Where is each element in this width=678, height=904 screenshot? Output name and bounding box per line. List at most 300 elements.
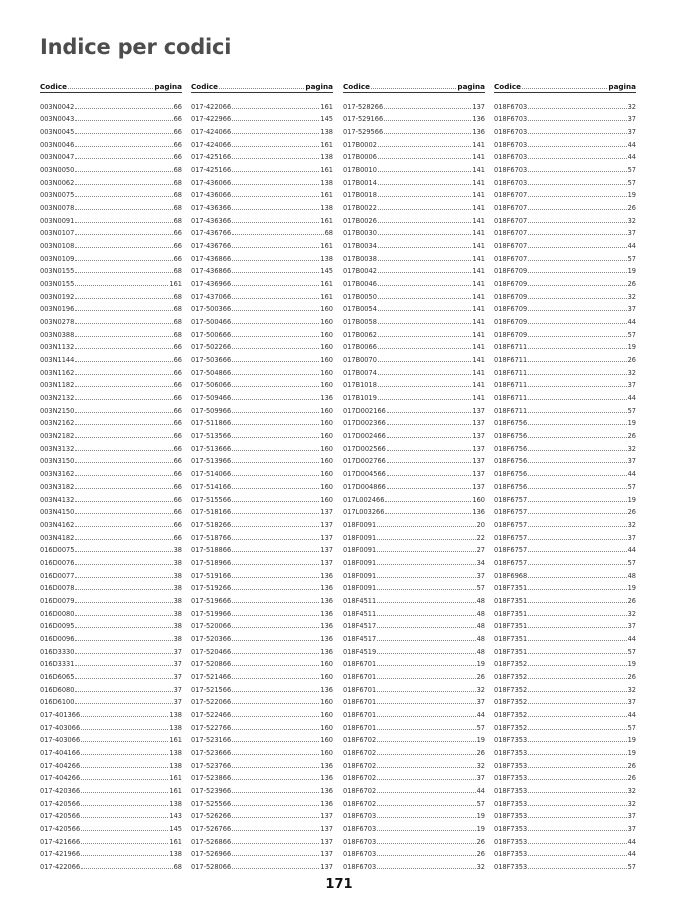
dot-leader — [232, 539, 319, 540]
dot-leader — [232, 234, 323, 235]
entry-code: 017-436366 — [191, 216, 232, 225]
index-entry — [191, 111, 333, 124]
entry-page: 136 — [320, 799, 333, 808]
dot-leader — [75, 627, 172, 628]
index-entry — [40, 212, 182, 225]
entry-page: 160 — [320, 736, 333, 745]
entry-code: 018F7352 — [494, 660, 528, 669]
entry-page: 161 — [169, 280, 182, 289]
entry-page: 66 — [173, 381, 182, 390]
dot-leader — [75, 450, 172, 451]
index-column — [191, 79, 333, 871]
dot-leader — [528, 298, 626, 299]
index-entry — [40, 732, 182, 745]
entry-page: 136 — [472, 115, 485, 124]
entry-page: 160 — [320, 710, 333, 719]
entry-page: 68 — [173, 191, 182, 200]
entry-code: 018F6707 — [494, 204, 528, 213]
entry-code: 018F6703 — [343, 824, 377, 833]
entry-code: 017B0046 — [343, 280, 377, 289]
header-page-label: pagina — [608, 82, 636, 91]
entry-page: 136 — [320, 761, 333, 770]
entry-page: 66 — [173, 115, 182, 124]
entry-page: 57 — [627, 178, 636, 187]
entry-code: 003N2182 — [40, 432, 75, 441]
index-entry — [40, 706, 182, 719]
dot-leader — [232, 196, 319, 197]
entry-page: 68 — [173, 862, 182, 871]
index-entry — [191, 275, 333, 288]
index-entry — [494, 389, 636, 402]
dot-leader — [528, 361, 626, 362]
entry-code: 017B0058 — [343, 318, 377, 327]
dot-leader — [528, 399, 626, 400]
entry-page: 136 — [320, 622, 333, 631]
entry-page: 141 — [472, 394, 485, 403]
entry-code: 018F7353 — [494, 761, 528, 770]
dot-leader — [75, 602, 172, 603]
entry-code: 003N0042 — [40, 102, 75, 111]
page-title: Indice per codici — [40, 35, 232, 59]
entry-page: 160 — [320, 406, 333, 415]
header-page-label: pagina — [457, 82, 485, 91]
entry-code: 018F6702 — [343, 736, 377, 745]
dot-leader — [75, 551, 172, 552]
entry-code: 017B0026 — [343, 216, 377, 225]
entry-code: 017-523666 — [191, 748, 232, 757]
entry-code: 017-425166 — [191, 166, 232, 175]
entry-page: 66 — [173, 457, 182, 466]
dot-leader — [377, 602, 475, 603]
index-entry — [40, 630, 182, 643]
index-entry — [343, 643, 485, 656]
index-entry — [40, 757, 182, 770]
entry-code: 016D3330 — [40, 647, 75, 656]
entry-page: 141 — [472, 216, 485, 225]
entry-code: 018F7351 — [494, 609, 528, 618]
dot-leader — [371, 88, 456, 89]
dot-leader — [378, 386, 472, 387]
dot-leader — [81, 817, 168, 818]
dot-leader — [377, 767, 475, 768]
entry-code: 017B0034 — [343, 242, 377, 251]
index-entry — [494, 301, 636, 314]
index-entry — [191, 592, 333, 605]
dot-leader — [528, 843, 626, 844]
entry-code: 018F6702 — [343, 748, 377, 757]
dot-leader — [528, 412, 626, 413]
dot-leader — [528, 310, 626, 311]
entry-page: 26 — [627, 508, 636, 517]
entry-page: 38 — [173, 634, 182, 643]
index-entry — [40, 605, 182, 618]
index-entry — [494, 225, 636, 238]
entry-code: 017-404266 — [40, 761, 81, 770]
entry-page: 66 — [173, 520, 182, 529]
index-entry — [40, 618, 182, 631]
dot-leader — [528, 627, 626, 628]
dot-leader — [68, 88, 153, 89]
dot-leader — [528, 703, 626, 704]
entry-code: 003N3162 — [40, 470, 75, 479]
dot-leader — [528, 133, 626, 134]
index-entry — [40, 288, 182, 301]
index-entry — [191, 719, 333, 732]
column-header — [343, 79, 485, 93]
index-entry — [494, 605, 636, 618]
dot-leader — [232, 501, 319, 502]
index-entry — [191, 681, 333, 694]
index-entry — [40, 580, 182, 593]
entry-code: 003N0075 — [40, 191, 75, 200]
index-entry — [343, 161, 485, 174]
index-entry — [343, 427, 485, 440]
entry-page: 37 — [627, 622, 636, 631]
entry-code: 017-421966 — [40, 850, 81, 859]
entry-code: 003N3132 — [40, 444, 75, 453]
index-entry — [343, 694, 485, 707]
dot-leader — [377, 716, 475, 717]
entry-code: 018F0091 — [343, 533, 377, 542]
entry-code: 018F6757 — [494, 495, 528, 504]
index-entry — [40, 98, 182, 111]
entry-page: 161 — [169, 774, 182, 783]
entry-page: 44 — [627, 394, 636, 403]
dot-leader — [232, 336, 319, 337]
entry-page: 66 — [173, 140, 182, 149]
index-entry — [343, 630, 485, 643]
entry-code: 017-525566 — [191, 799, 232, 808]
index-entry — [40, 808, 182, 821]
entry-code: 017-502266 — [191, 343, 232, 352]
dot-leader — [232, 602, 319, 603]
index-entry — [494, 694, 636, 707]
entry-page: 32 — [627, 685, 636, 694]
dot-leader — [81, 754, 168, 755]
entry-code: 018F4519 — [343, 647, 377, 656]
entry-code: 003N0155 — [40, 280, 75, 289]
index-entry — [191, 465, 333, 478]
entry-code: 017D004866 — [343, 482, 386, 491]
index-entry — [40, 453, 182, 466]
entry-code: 017-528266 — [343, 102, 384, 111]
entry-code: 016D6100 — [40, 698, 75, 707]
entry-page: 141 — [472, 191, 485, 200]
entry-page: 137 — [320, 812, 333, 821]
dot-leader — [378, 146, 472, 147]
index-entry — [191, 415, 333, 428]
entry-code: 018F6703 — [343, 837, 377, 846]
dot-leader — [75, 234, 172, 235]
dot-leader — [385, 513, 471, 514]
dot-leader — [528, 855, 626, 856]
dot-leader — [232, 817, 319, 818]
entry-page: 137 — [320, 824, 333, 833]
dot-leader — [232, 272, 319, 273]
dot-leader — [378, 399, 472, 400]
entry-code: 018F0091 — [343, 546, 377, 555]
entry-page: 44 — [627, 546, 636, 555]
dot-leader — [528, 285, 626, 286]
entry-page: 136 — [320, 634, 333, 643]
dot-leader — [377, 868, 475, 869]
index-entry — [494, 199, 636, 212]
entry-page: 141 — [472, 330, 485, 339]
entry-page: 66 — [173, 153, 182, 162]
index-entry — [494, 98, 636, 111]
index-entry — [494, 782, 636, 795]
dot-leader — [377, 703, 475, 704]
entry-page: 26 — [627, 672, 636, 681]
index-entry — [343, 187, 485, 200]
index-entry — [40, 529, 182, 542]
dot-leader — [232, 120, 319, 121]
dot-leader — [528, 260, 626, 261]
entry-code: 003N0047 — [40, 153, 75, 162]
index-entry — [191, 516, 333, 529]
entry-page: 48 — [476, 647, 485, 656]
entry-page: 160 — [320, 672, 333, 681]
index-entry — [494, 187, 636, 200]
entry-code: 003N0078 — [40, 204, 75, 213]
index-entry — [40, 567, 182, 580]
index-entry — [191, 440, 333, 453]
dot-leader — [522, 88, 607, 89]
entry-page: 145 — [169, 824, 182, 833]
dot-leader — [378, 348, 472, 349]
index-entry — [40, 199, 182, 212]
dot-leader — [378, 285, 472, 286]
index-entry — [40, 795, 182, 808]
dot-leader — [377, 754, 475, 755]
entry-code: 017-425166 — [191, 153, 232, 162]
entry-code: 017-513566 — [191, 432, 232, 441]
dot-leader — [232, 462, 319, 463]
index-entry — [191, 757, 333, 770]
dot-leader — [387, 475, 472, 476]
dot-leader — [75, 412, 172, 413]
index-entry — [494, 770, 636, 783]
entry-page: 26 — [476, 850, 485, 859]
entry-page: 48 — [476, 596, 485, 605]
dot-leader — [232, 475, 319, 476]
entry-code: 017-514066 — [191, 470, 232, 479]
entry-code: 018F7351 — [494, 622, 528, 631]
dot-leader — [75, 703, 172, 704]
entry-page: 19 — [627, 736, 636, 745]
index-entry — [343, 706, 485, 719]
entry-code: 018F6703 — [343, 862, 377, 871]
entry-page: 136 — [320, 596, 333, 605]
dot-leader — [528, 729, 626, 730]
dot-leader — [232, 792, 319, 793]
entry-page: 138 — [169, 761, 182, 770]
entry-page: 44 — [627, 837, 636, 846]
dot-leader — [75, 564, 172, 565]
dot-leader — [232, 805, 319, 806]
entry-code: 018F6707 — [494, 229, 528, 238]
dot-leader — [232, 323, 319, 324]
entry-code: 017-422066 — [40, 862, 81, 871]
index-entry — [494, 795, 636, 808]
entry-page: 137 — [320, 508, 333, 517]
dot-leader — [528, 386, 626, 387]
index-entry — [343, 123, 485, 136]
index-entry — [343, 465, 485, 478]
index-entry — [494, 402, 636, 415]
dot-leader — [75, 108, 172, 109]
entry-page: 136 — [320, 774, 333, 783]
dot-leader — [232, 577, 319, 578]
index-entry — [191, 339, 333, 352]
dot-leader — [81, 741, 168, 742]
entry-code: 017-520866 — [191, 660, 232, 669]
dot-leader — [528, 602, 626, 603]
entry-page: 145 — [320, 267, 333, 276]
entry-code: 003N0043 — [40, 115, 75, 124]
entry-page: 161 — [320, 102, 333, 111]
dot-leader — [75, 691, 172, 692]
entry-page: 141 — [472, 280, 485, 289]
dot-leader — [75, 310, 172, 311]
index-entry — [343, 491, 485, 504]
entry-page: 136 — [472, 508, 485, 517]
dot-leader — [75, 513, 172, 514]
dot-leader — [528, 348, 626, 349]
column-header — [494, 79, 636, 93]
index-entry — [343, 339, 485, 352]
entry-page: 68 — [173, 305, 182, 314]
entry-code: 018F6757 — [494, 520, 528, 529]
index-entry — [494, 567, 636, 580]
entry-code: 018F7352 — [494, 685, 528, 694]
dot-leader — [378, 260, 472, 261]
entry-code: 017B0074 — [343, 368, 377, 377]
entry-page: 19 — [627, 343, 636, 352]
index-entry — [191, 820, 333, 833]
dot-leader — [75, 577, 172, 578]
index-entry — [343, 149, 485, 162]
entry-page: 26 — [476, 672, 485, 681]
dot-leader — [528, 513, 626, 514]
dot-leader — [528, 779, 626, 780]
entry-code: 018F6711 — [494, 368, 528, 377]
dot-leader — [232, 437, 319, 438]
entry-page: 66 — [173, 356, 182, 365]
entry-page: 68 — [173, 318, 182, 327]
entry-page: 44 — [627, 850, 636, 859]
dot-leader — [377, 792, 475, 793]
index-entry — [343, 301, 485, 314]
index-entry — [343, 415, 485, 428]
entry-page: 160 — [320, 470, 333, 479]
index-entry — [494, 732, 636, 745]
entry-code: 016D3331 — [40, 660, 75, 669]
entry-page: 44 — [627, 470, 636, 479]
entry-page: 48 — [476, 609, 485, 618]
dot-leader — [528, 475, 626, 476]
entry-page: 160 — [320, 305, 333, 314]
entry-page: 160 — [320, 419, 333, 428]
entry-page: 141 — [472, 343, 485, 352]
entry-code: 017-518266 — [191, 520, 232, 529]
entry-page: 141 — [472, 242, 485, 251]
dot-leader — [377, 577, 475, 578]
index-entry — [191, 212, 333, 225]
index-entry — [343, 364, 485, 377]
entry-code: 017-526966 — [191, 850, 232, 859]
entry-page: 19 — [627, 584, 636, 593]
dot-leader — [378, 323, 472, 324]
index-entry — [494, 339, 636, 352]
dot-leader — [232, 222, 319, 223]
index-entry — [191, 250, 333, 263]
index-entry — [494, 542, 636, 555]
index-entry — [191, 313, 333, 326]
entry-page: 19 — [627, 495, 636, 504]
dot-leader — [232, 146, 319, 147]
index-entry — [40, 136, 182, 149]
dot-leader — [528, 146, 626, 147]
index-entry — [494, 250, 636, 263]
entry-code: 017-421666 — [40, 837, 81, 846]
dot-leader — [378, 310, 472, 311]
entry-code: 017-436766 — [191, 229, 232, 238]
entry-page: 141 — [472, 166, 485, 175]
dot-leader — [75, 247, 172, 248]
entry-page: 137 — [472, 432, 485, 441]
entry-code: 018F7351 — [494, 647, 528, 656]
index-entry — [40, 478, 182, 491]
entry-code: 018F7353 — [494, 824, 528, 833]
entry-code: 018F6701 — [343, 685, 377, 694]
entry-code: 018F7353 — [494, 850, 528, 859]
entry-code: 017B0030 — [343, 229, 377, 238]
entry-page: 32 — [627, 786, 636, 795]
index-entry — [191, 288, 333, 301]
index-entry — [494, 377, 636, 390]
entry-code: 018F6703 — [494, 128, 528, 137]
dot-leader — [528, 539, 626, 540]
entry-page: 68 — [173, 216, 182, 225]
index-entry — [191, 782, 333, 795]
index-entry — [494, 719, 636, 732]
entry-code: 017-424066 — [191, 128, 232, 137]
entry-page: 160 — [320, 330, 333, 339]
dot-leader — [75, 488, 172, 489]
entry-code: 018F4517 — [343, 634, 377, 643]
entry-page: 138 — [320, 178, 333, 187]
dot-leader — [377, 539, 475, 540]
entry-code: 018F0091 — [343, 571, 377, 580]
entry-code: 017-523766 — [191, 761, 232, 770]
entry-code: 016D0080 — [40, 609, 75, 618]
dot-leader — [75, 146, 172, 147]
dot-leader — [232, 424, 319, 425]
index-entry — [494, 326, 636, 339]
index-entry — [494, 275, 636, 288]
dot-leader — [232, 108, 319, 109]
dot-leader — [528, 424, 626, 425]
entry-code: 017-522066 — [191, 698, 232, 707]
dot-leader — [528, 817, 626, 818]
dot-leader — [387, 424, 472, 425]
entry-code: 017-522766 — [191, 723, 232, 732]
dot-leader — [232, 399, 319, 400]
dot-leader — [75, 323, 172, 324]
entry-code: 003N1144 — [40, 356, 75, 365]
index-entry — [40, 174, 182, 187]
